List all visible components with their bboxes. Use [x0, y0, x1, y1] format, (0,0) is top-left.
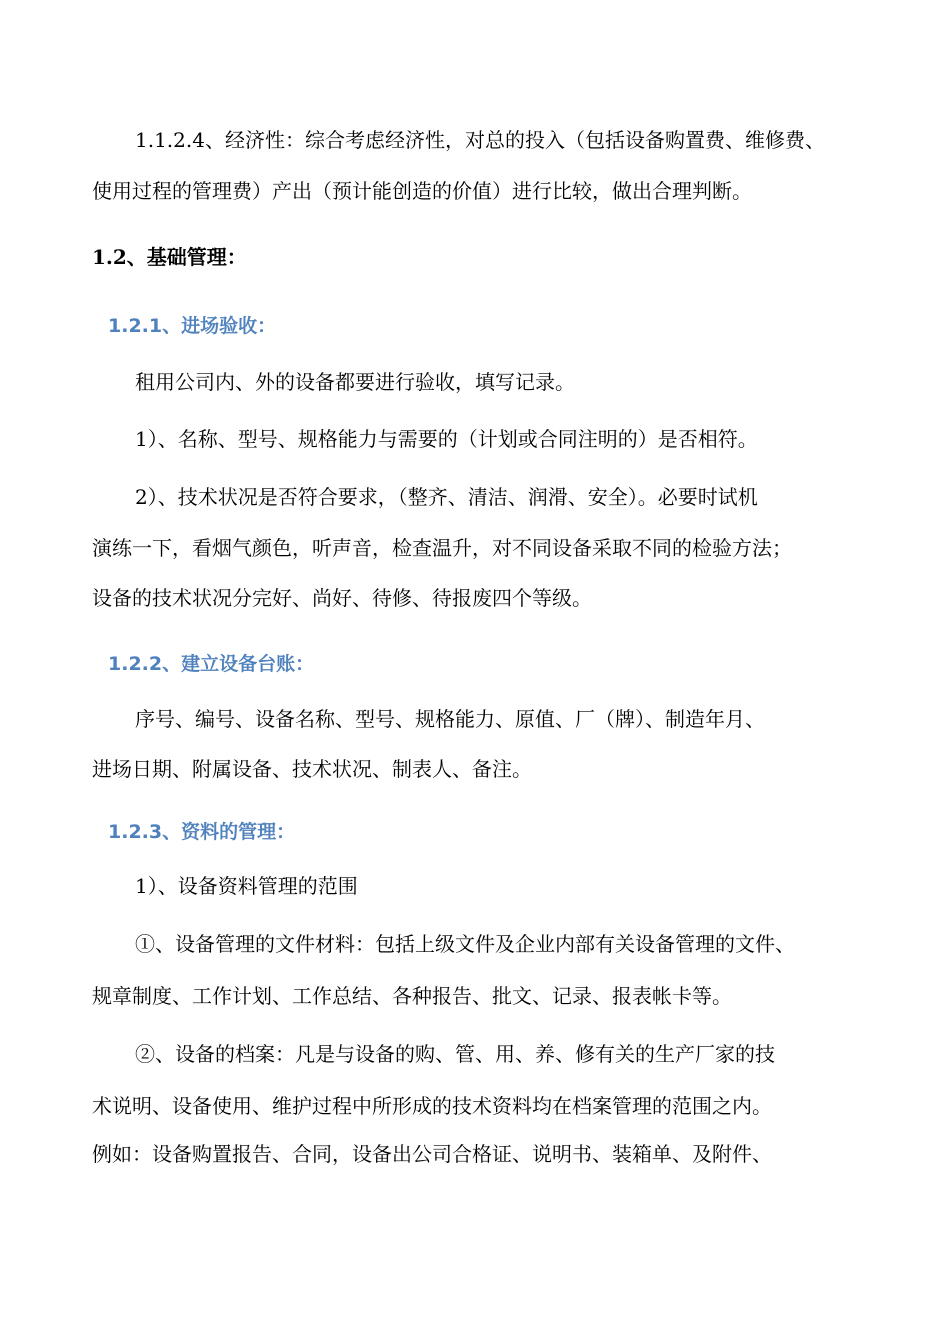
paragraph-line: 进场日期、附属设备、技术状况、制表人、备注。: [92, 757, 532, 781]
paragraph-line: 使用过程的管理费）产出（预计能创造的价值）进行比较，做出合理判断。: [92, 179, 752, 203]
paragraph-line: 设备的技术状况分完好、尚好、待修、待报废四个等级。: [92, 586, 592, 610]
paragraph-line: 例如：设备购置报告、合同，设备出公司合格证、说明书、装箱单、及附件、: [92, 1142, 772, 1166]
paragraph-line: ①、设备管理的文件材料：包括上级文件及企业内部有关设备管理的文件、: [135, 932, 795, 956]
paragraph-line: 术说明、设备使用、维护过程中所形成的技术资料均在档案管理的范围之内。: [92, 1094, 772, 1118]
section-heading: 1.2、基础管理：: [92, 245, 247, 269]
paragraph-line: 1）、设备资料管理的范围: [135, 874, 358, 898]
paragraph-line: 租用公司内、外的设备都要进行验收，填写记录。: [135, 370, 575, 394]
paragraph-line: ②、设备的档案：凡是与设备的购、管、用、养、修有关的生产厂家的技: [135, 1042, 775, 1066]
subsection-heading: 1.2.3、资料的管理：: [108, 821, 296, 843]
subsection-heading: 1.2.2、建立设备台账：: [108, 653, 315, 675]
subsection-heading: 1.2.1、进场验收：: [108, 315, 277, 337]
paragraph-line: 序号、编号、设备名称、型号、规格能力、原值、厂（牌）、制造年月、: [135, 707, 765, 731]
paragraph-line: 规章制度、工作计划、工作总结、各种报告、批文、记录、报表帐卡等。: [92, 984, 732, 1008]
paragraph-line: 1）、名称、型号、规格能力与需要的（计划或合同注明的）是否相符。: [135, 427, 758, 451]
paragraph-line: 演练一下，看烟气颜色，听声音，检查温升，对不同设备采取不同的检验方法；: [92, 536, 792, 560]
paragraph-line: 2）、技术状况是否符合要求，（整齐、清洁、润滑、安全）。必要时试机: [135, 485, 758, 509]
paragraph-line: 1.1.2.4、经济性：综合考虑经济性，对总的投入（包括设备购置费、维修费、: [135, 128, 825, 152]
